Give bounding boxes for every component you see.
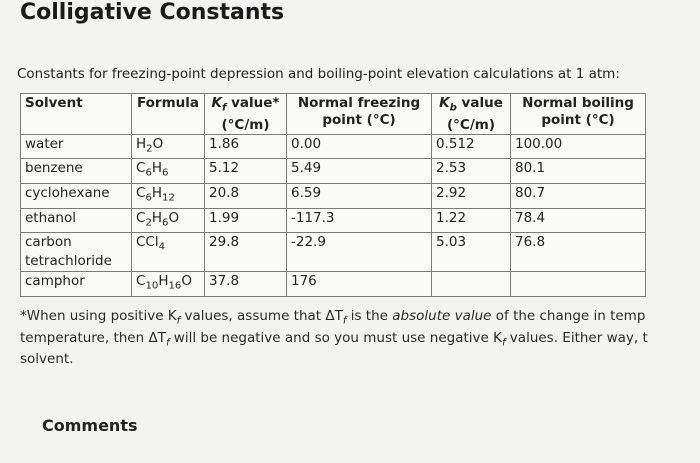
cell-formula: $C_2H_6O$ xyxy=(132,208,205,233)
cell-kf: 5.12 xyxy=(205,159,287,184)
cell-kb: 2.53 xyxy=(432,159,511,184)
cell-formula: CCl$_4$ xyxy=(132,233,205,272)
cell-freezing-point: 6.59 xyxy=(287,184,432,209)
colligative-constants-table xyxy=(20,93,646,297)
cell-boiling-point: 80.1 xyxy=(511,159,646,184)
page-title: Colligative Constants xyxy=(20,0,285,25)
footnote-line-2: temperature, then $\Delta T_f$ will be negative and so you must use negative $K_f$ values. Either way, t xyxy=(20,329,648,349)
cell-kb: 5.03 xyxy=(432,233,511,272)
footnote-line-3: solvent. xyxy=(20,351,74,368)
header-boiling-point: Normal boiling point (°C) xyxy=(511,94,646,135)
cell-freezing-point: -22.9 xyxy=(287,233,432,272)
cell-kb xyxy=(432,272,511,297)
cell-kf: 1.99 xyxy=(205,208,287,233)
cell-solvent: water xyxy=(21,134,132,159)
cell-kf: 1.86 xyxy=(205,134,287,159)
table-header-row xyxy=(21,94,646,135)
intro-text: Constants for freezing-point depression and boiling-point elevation calculations at 1 atm: xyxy=(17,66,620,82)
cell-kb: 0.512 xyxy=(432,134,511,159)
cell-kf: 29.8 xyxy=(205,233,287,272)
header-kb: $K_b$ value (°C/m) xyxy=(432,94,511,135)
cell-boiling-point: 78.4 xyxy=(511,208,646,233)
cell-freezing-point: 5.49 xyxy=(287,159,432,184)
cell-boiling-point: 100.00 xyxy=(511,134,646,159)
cell-freezing-point: 0.00 xyxy=(287,134,432,159)
table-row xyxy=(21,272,646,297)
table-row xyxy=(21,184,646,209)
cell-solvent: camphor xyxy=(21,272,132,297)
cell-boiling-point xyxy=(511,272,646,297)
cell-solvent: cyclohexane xyxy=(21,184,132,209)
comments-heading[interactable]: Comments xyxy=(42,416,138,435)
cell-freezing-point: -117.3 xyxy=(287,208,432,233)
cell-kf: 20.8 xyxy=(205,184,287,209)
header-formula: Formula xyxy=(132,94,205,135)
cell-boiling-point: 76.8 xyxy=(511,233,646,272)
cell-formula: $C_{10}H_{16}O$ xyxy=(132,272,205,297)
table-row xyxy=(21,159,646,184)
table-row xyxy=(21,233,646,272)
table-row xyxy=(21,134,646,159)
cell-kb: 1.22 xyxy=(432,208,511,233)
cell-kf: 37.8 xyxy=(205,272,287,297)
table-row xyxy=(21,208,646,233)
cell-solvent: ethanol xyxy=(21,208,132,233)
cell-formula: $C_6H_6$ xyxy=(132,159,205,184)
header-solvent: Solvent xyxy=(21,94,132,135)
cell-solvent: carbon tetrachloride xyxy=(21,233,132,272)
cell-boiling-point: 80.7 xyxy=(511,184,646,209)
header-kf: $K_f$ value* (°C/m) xyxy=(205,94,287,135)
footnote-line-1: *When using positive $K_f$ values, assume that $\Delta T_f$ is the absolute value of the change in temp xyxy=(20,308,646,327)
cell-formula: $H_2O$ xyxy=(132,134,205,159)
cell-formula: $C_6H_{12}$ xyxy=(132,184,205,209)
footnote xyxy=(20,308,648,368)
cell-solvent: benzene xyxy=(21,159,132,184)
header-freezing-point: Normal freezing point (°C) xyxy=(287,94,432,135)
cell-freezing-point: 176 xyxy=(287,272,432,297)
cell-kb: 2.92 xyxy=(432,184,511,209)
